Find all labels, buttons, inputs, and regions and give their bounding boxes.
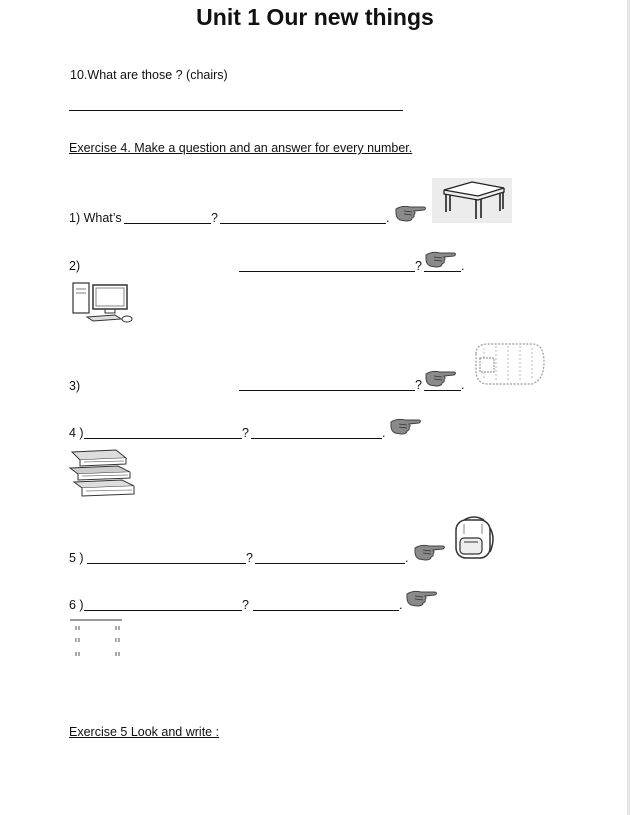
item-4-end: .	[382, 426, 386, 440]
item-5-answer-line[interactable]	[255, 563, 405, 564]
pointing-hand-icon	[405, 588, 439, 608]
item-4-question-line[interactable]	[84, 438, 242, 439]
item-1-answer-line[interactable]	[220, 223, 386, 224]
exercise-5-heading: Exercise 5 Look and write :	[69, 725, 220, 739]
books-icon	[68, 446, 136, 500]
pointing-hand-icon	[389, 416, 423, 436]
item-3-end: .	[461, 378, 465, 392]
chairs-icon	[68, 614, 126, 664]
item-2-label: 2)	[69, 259, 81, 273]
page-title: Unit 1 Our new things	[196, 4, 434, 30]
item-5-end: .	[405, 551, 409, 565]
item-3-qmark: ?	[415, 378, 422, 392]
computer-icon	[71, 281, 137, 325]
item-2-end: .	[461, 259, 465, 273]
item-2-question-line[interactable]	[239, 271, 415, 272]
question-10-text: What are those ? (chairs)	[87, 68, 228, 82]
item-4-label: 4 )	[69, 426, 84, 440]
pointing-hand-icon	[413, 542, 447, 562]
item-1-qmark: ?	[211, 211, 218, 225]
item-5-label: 5 )	[69, 551, 84, 565]
item-6-answer-line[interactable]	[253, 610, 399, 611]
exercise-4-heading: Exercise 4. Make a question and an answer for every number.	[69, 141, 413, 155]
item-4-answer-line[interactable]	[251, 438, 382, 439]
item-3-question-line[interactable]	[239, 390, 415, 391]
item-1-end: .	[386, 211, 390, 225]
item-1-question-line[interactable]	[124, 223, 211, 224]
question-10	[70, 68, 228, 82]
item-1-label: 1) What’s	[69, 211, 122, 225]
pointing-hand-icon	[424, 368, 458, 388]
item-2-qmark: ?	[415, 259, 422, 273]
pencil-case-icon	[472, 340, 548, 388]
item-3-label: 3)	[69, 379, 81, 393]
item-6-label: 6 )	[69, 598, 84, 612]
schoolbag-icon	[450, 514, 498, 562]
question-10-number: 10.	[70, 68, 88, 82]
item-4-qmark: ?	[242, 426, 249, 440]
item-6-end: .	[399, 598, 403, 612]
item-5-qmark: ?	[246, 551, 253, 565]
answer-line-10[interactable]	[69, 110, 403, 111]
item-6-question-line[interactable]	[84, 610, 242, 611]
pointing-hand-icon	[424, 249, 458, 269]
item-6-qmark: ?	[242, 598, 249, 612]
item-2-answer-line[interactable]	[424, 271, 461, 272]
item-3-answer-line[interactable]	[424, 390, 461, 391]
table-icon	[432, 178, 512, 223]
item-5-question-line[interactable]	[87, 563, 246, 564]
pointing-hand-icon	[394, 203, 428, 223]
